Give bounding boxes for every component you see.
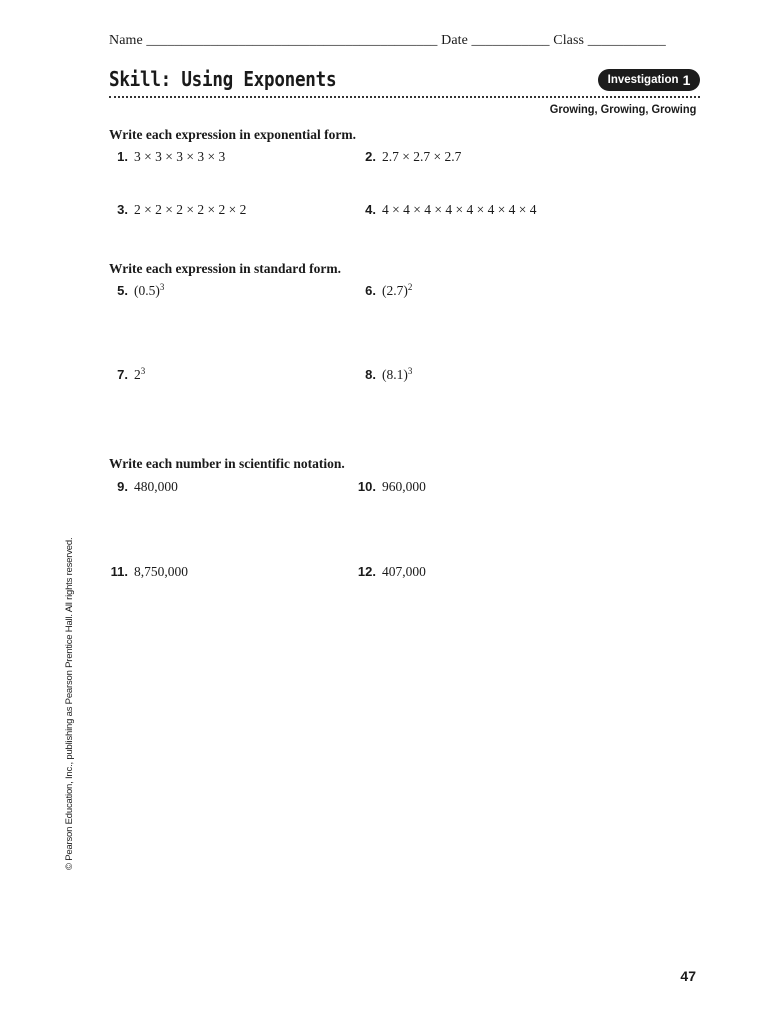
problem-1 [104,149,225,165]
section-title-standard-form: Write each expression in standard form. [109,261,341,276]
problem-9 [104,479,178,495]
problem-6 [352,283,412,299]
problem-base: (0.5) [134,283,160,298]
problem-base: 2 [134,367,141,382]
problem-number: 4. [365,202,376,217]
problem-number: 8. [365,367,376,382]
problem-number: 7. [117,367,128,382]
problem-text: 3 × 3 × 3 × 3 × 3 [134,149,226,164]
unit-subtitle: Growing, Growing, Growing [549,102,696,116]
problem-exponent: 3 [407,366,413,376]
problem-text: 407,000 [382,564,426,579]
problem-text: 2 × 2 × 2 × 2 × 2 × 2 [134,202,247,217]
title-divider [109,96,700,98]
section-title-exponential-form: Write each expression in exponential form. [109,127,356,142]
problem-exponent: 2 [407,282,413,292]
problem-number: 2. [365,149,376,164]
investigation-badge-number: 1 [682,72,691,88]
problem-5 [104,283,164,299]
investigation-badge-label: Investigation [607,74,679,86]
problem-text: 8,750,000 [134,564,188,579]
section-title-scientific-notation: Write each number in scientific notation. [109,456,345,471]
problem-7 [104,367,145,383]
problem-base: (2.7) [382,283,408,298]
problem-exponent: 3 [140,366,146,376]
problem-number: 9. [117,479,128,494]
problem-text: 4 × 4 × 4 × 4 × 4 × 4 × 4 × 4 [382,202,537,217]
problem-number: 11. [110,564,128,579]
problem-number: 6. [365,283,376,298]
problem-number: 10. [357,479,376,494]
problem-3 [104,202,246,218]
worksheet-title: Skill: Using Exponents [109,67,337,91]
copyright-notice: © Pearson Education, Inc., publishing as Pearson Prentice Hall. All rights reserved. [64,537,75,870]
problem-number: 1. [117,149,128,164]
problem-11 [99,564,188,580]
page-number: 47 [680,968,696,984]
investigation-badge [598,69,700,91]
problem-text: 2.7 × 2.7 × 2.7 [382,149,462,164]
problem-number: 5. [117,283,128,298]
problem-base: (8.1) [382,367,408,382]
name-date-class-line: Name _________________________________________ Date ___________ Class ___________ [109,33,666,48]
problem-12 [345,564,426,580]
problem-exponent: 3 [159,282,165,292]
problem-number: 12. [357,564,376,579]
problem-text: 960,000 [382,479,426,494]
problem-10 [345,479,426,495]
problem-2 [352,149,461,165]
problem-text: 480,000 [134,479,178,494]
problem-number: 3. [117,202,128,217]
problem-8 [352,367,412,383]
problem-4 [352,202,537,218]
